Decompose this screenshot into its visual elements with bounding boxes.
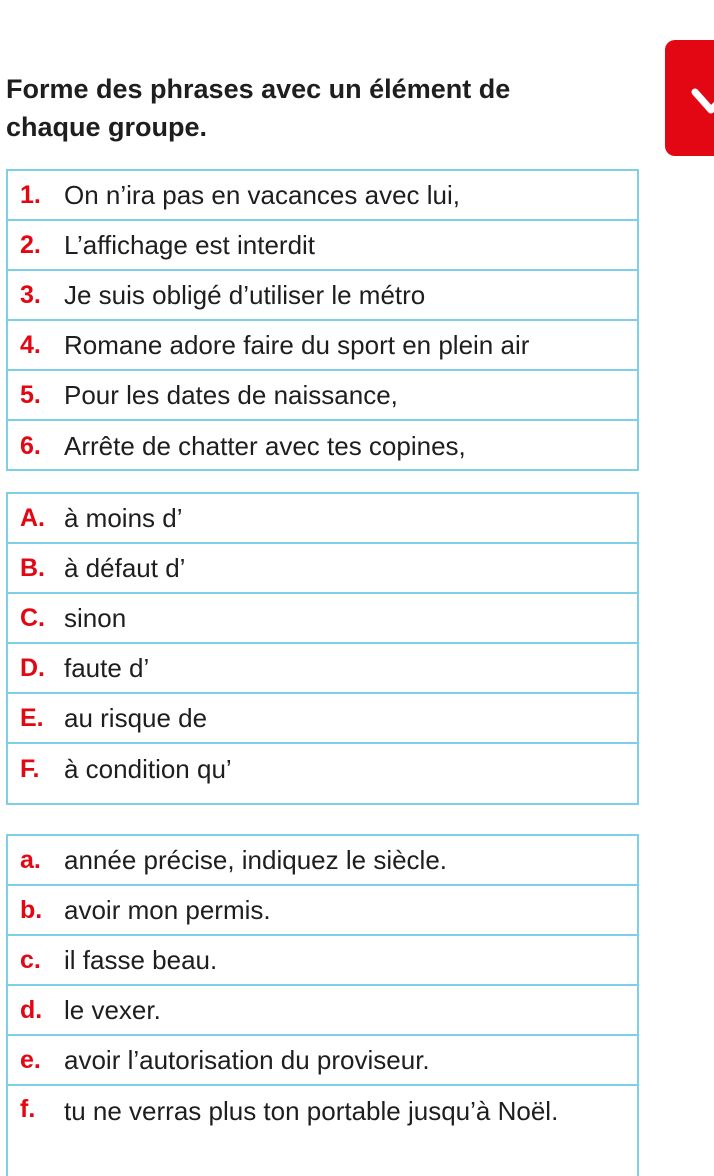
item-marker: c.: [20, 945, 41, 974]
item-marker: a.: [20, 845, 41, 874]
item-text: avoir mon permis.: [64, 894, 271, 925]
exercise-tab: [665, 40, 714, 156]
item-text: le vexer.: [64, 994, 161, 1025]
list-item: [8, 886, 637, 936]
item-marker: b.: [20, 895, 43, 924]
list-item: [8, 936, 637, 986]
item-marker: 5.: [20, 380, 41, 409]
item-marker: 2.: [20, 230, 41, 259]
item-marker: e.: [20, 1045, 41, 1074]
item-marker: 6.: [20, 431, 41, 460]
item-text: au risque de: [64, 702, 208, 733]
item-text: à défaut d’: [64, 552, 186, 583]
list-item: [8, 171, 637, 221]
item-marker: A.: [20, 503, 45, 532]
list-item: [8, 594, 637, 644]
item-marker: D.: [20, 653, 45, 682]
check-mark-icon: [665, 40, 714, 156]
instruction-text: Forme des phrases avec un élément de chaque groupe.: [6, 74, 511, 142]
item-text: à condition qu’: [64, 753, 232, 784]
item-text: Arrête de chatter avec tes copines,: [64, 430, 466, 461]
list-item: [8, 271, 637, 321]
list-item: [8, 836, 637, 886]
item-text: à moins d’: [64, 502, 183, 533]
item-text: Je suis obligé d’utiliser le métro: [64, 279, 426, 310]
item-marker: f.: [20, 1095, 36, 1123]
list-item: [8, 1036, 637, 1086]
list-item: [8, 1086, 637, 1168]
item-text: Romane adore faire du sport en plein air: [64, 329, 530, 360]
item-text: L’affichage est interdit: [64, 229, 316, 260]
list-item: [8, 644, 637, 694]
item-marker: E.: [20, 703, 44, 732]
item-text: Pour les dates de naissance,: [64, 379, 398, 410]
item-text: avoir l’autorisation du proviseur.: [64, 1044, 430, 1075]
list-item: [8, 421, 637, 471]
group-endings: [6, 834, 639, 1176]
item-marker: B.: [20, 553, 45, 582]
group-numbered-clauses: [6, 169, 639, 471]
list-item: [8, 221, 637, 271]
item-marker: F.: [20, 754, 40, 783]
list-item: [8, 744, 637, 794]
list-item: [8, 371, 637, 421]
item-marker: 1.: [20, 180, 41, 209]
item-text: année précise, indiquez le siècle.: [64, 844, 448, 875]
list-item: [8, 986, 637, 1036]
list-item: [8, 321, 637, 371]
group-connectors: [6, 492, 639, 805]
item-text: tu ne verras plus ton portable jusqu’à Noël.: [64, 1096, 559, 1126]
item-marker: C.: [20, 603, 45, 632]
item-marker: 4.: [20, 330, 41, 359]
item-text: il fasse beau.: [64, 944, 218, 975]
item-text: sinon: [64, 602, 127, 633]
item-marker: 3.: [20, 280, 41, 309]
list-item: [8, 694, 637, 744]
list-item: [8, 494, 637, 544]
item-text: faute d’: [64, 652, 150, 683]
item-text: On n’ira pas en vacances avec lui,: [64, 179, 460, 210]
list-item: [8, 544, 637, 594]
item-marker: d.: [20, 995, 43, 1024]
